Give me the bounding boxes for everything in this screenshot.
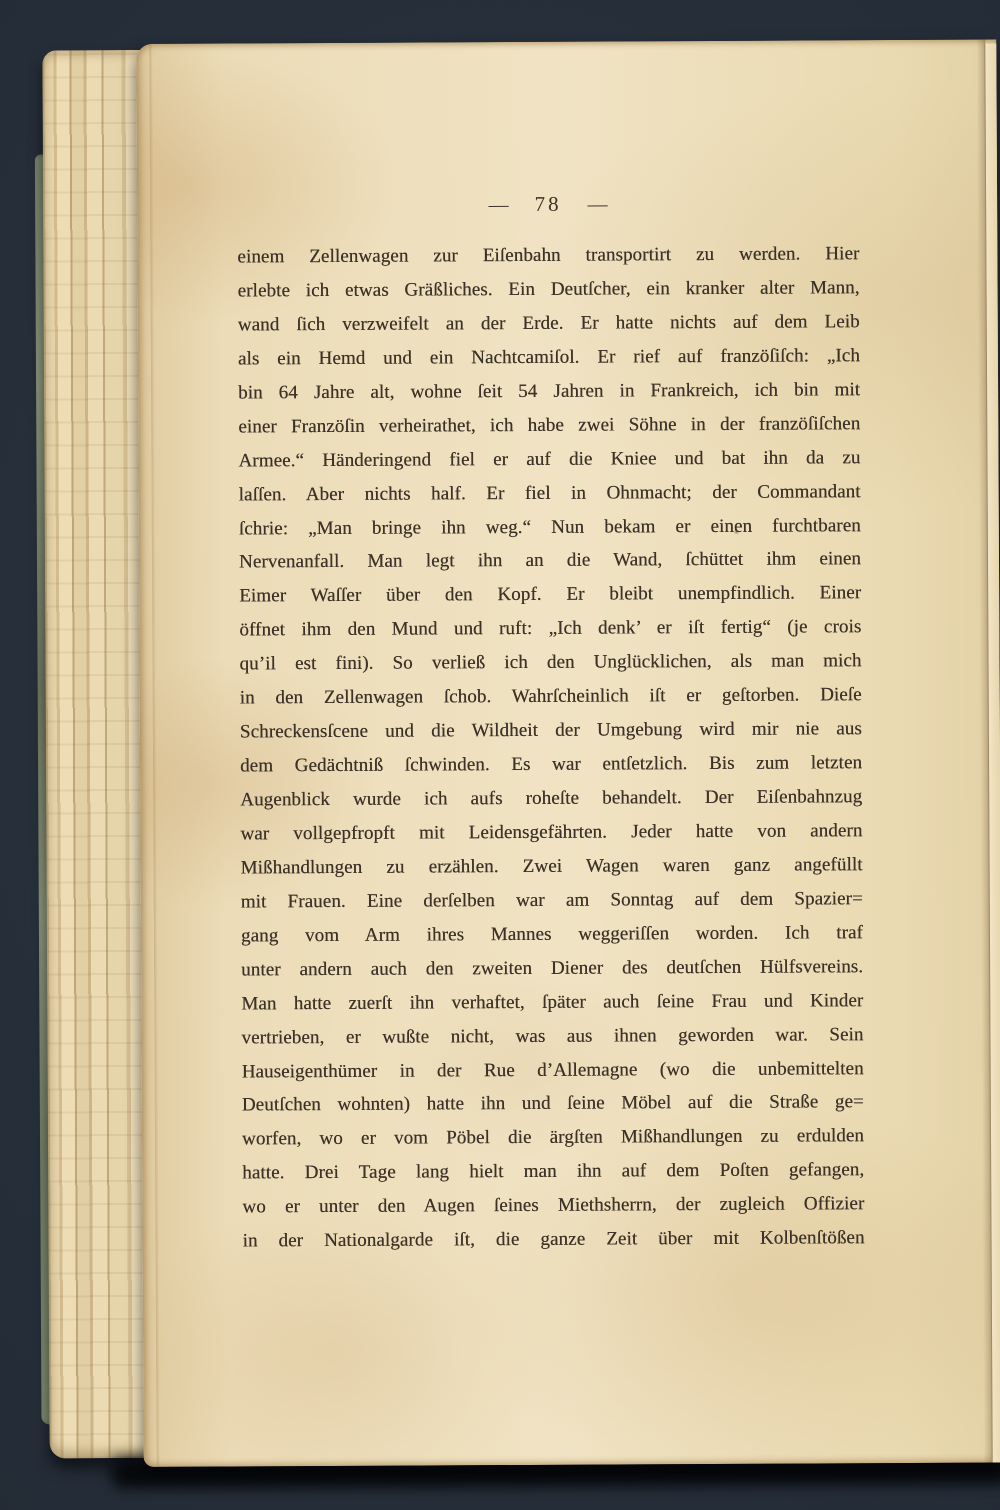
page-number-header [237,190,859,218]
text-line: laſſen. Aber nichts half. Er fiel in Ohnmacht; der Commandant [238,480,861,506]
text-line: hatte. Drei Tage lang hielt man ihn auf dem Poſten gefangen, [242,1159,865,1184]
text-line: war vollgepfropft mit Leidensgefährten. Jeder hatte von andern [240,820,863,845]
text-line: mit Frauen. Eine derſelben war am Sonntag auf dem Spazier= [240,888,863,913]
text-line: ſchrie: „Man bringe ihn weg.“ Nun bekam er einen furchtbaren [238,514,861,539]
text-block [237,237,864,1258]
text-line: Armee.“ Händeringend fiel er auf die Kniee und bat ihn da zu [238,446,861,472]
text-line: Hauseigenthümer in der Rue d’Allemagne (wo die unbemittelten [241,1057,864,1082]
book [34,39,1000,1468]
text-line: wand ſich verzweifelt an der Erde. Er hatte nichts auf dem Leib [237,311,860,336]
text-line: unter andern auch den zweiten Diener des deutſchen Hülfsvereins. [241,955,864,981]
text-line: in der Nationalgarde iſt, die ganze Zeit über mit Kolbenſtößen [242,1227,865,1252]
page-number: 78 [534,191,562,216]
text-line: vertrieben, er wußte nicht, was aus ihnen geworden war. Sein [241,1023,864,1049]
text-line: wo er unter den Augen ſeines Miethsherrn, der zugleich Offizier [242,1193,865,1218]
text-line: Mißhandlungen zu erzählen. Zwei Wagen waren ganz angefüllt [240,854,863,879]
book-page [136,39,1000,1466]
text-line: gang vom Arm ihres Mannes weggeriſſen worden. Ich traf [240,921,863,947]
header-dash-left: — [488,194,509,217]
text-line: Schreckensſcene und die Wildheit der Umgebung wird mir nie aus [239,718,862,743]
text-line: qu’il est fini). So verließ ich den Unglücklichen, als man mich [239,650,862,675]
text-line: Eimer Waſſer über den Kopf. Er bleibt unempfindlich. Einer [239,582,862,607]
text-line: bin 64 Jahre alt, wohne ſeit 54 Jahren in Frankreich, ich bin mit [238,378,861,404]
text-line: einer Franzöſin verheirathet, ich habe zwei Söhne in der franzöſiſchen [238,412,861,438]
text-line: dem Gedächtniß ſchwinden. Es war entſetzlich. Bis zum letzten [240,752,863,777]
text-line: Deutſchen wohnten) hatte ihn und ſeine Möbel auf die Straße ge= [241,1091,864,1116]
text-line: in den Zellenwagen ſchob. Wahrſcheinlich iſt er geſtorben. Dieſe [239,684,862,709]
text-line: Augenblick wurde ich aufs roheſte behandelt. Der Eiſenbahnzug [240,786,863,811]
text-line: öffnet ihm den Mund und ruft: „Ich denk’ er iſt fertig“ (je crois [239,616,862,641]
text-line: Man hatte zuerſt ihn verhaftet, ſpäter auch ſeine Frau und Kinder [241,989,864,1015]
header-dash-right: — [587,193,608,216]
text-line: worfen, wo er vom Pöbel die ärgſten Mißhandlungen zu erdulden [241,1125,865,1150]
text-line: einem Zellenwagen zur Eiſenbahn transportirt zu werden. Hier [237,243,860,268]
text-line: erlebte ich etwas Gräßliches. Ein Deutſcher, ein kranker alter Mann, [237,277,860,302]
text-line: Nervenanfall. Man legt ihn an die Wand, ſchüttet ihm einen [238,548,862,573]
text-line: als ein Hemd und ein Nachtcamiſol. Er rief auf franzöſiſch: „Ich [237,345,860,370]
